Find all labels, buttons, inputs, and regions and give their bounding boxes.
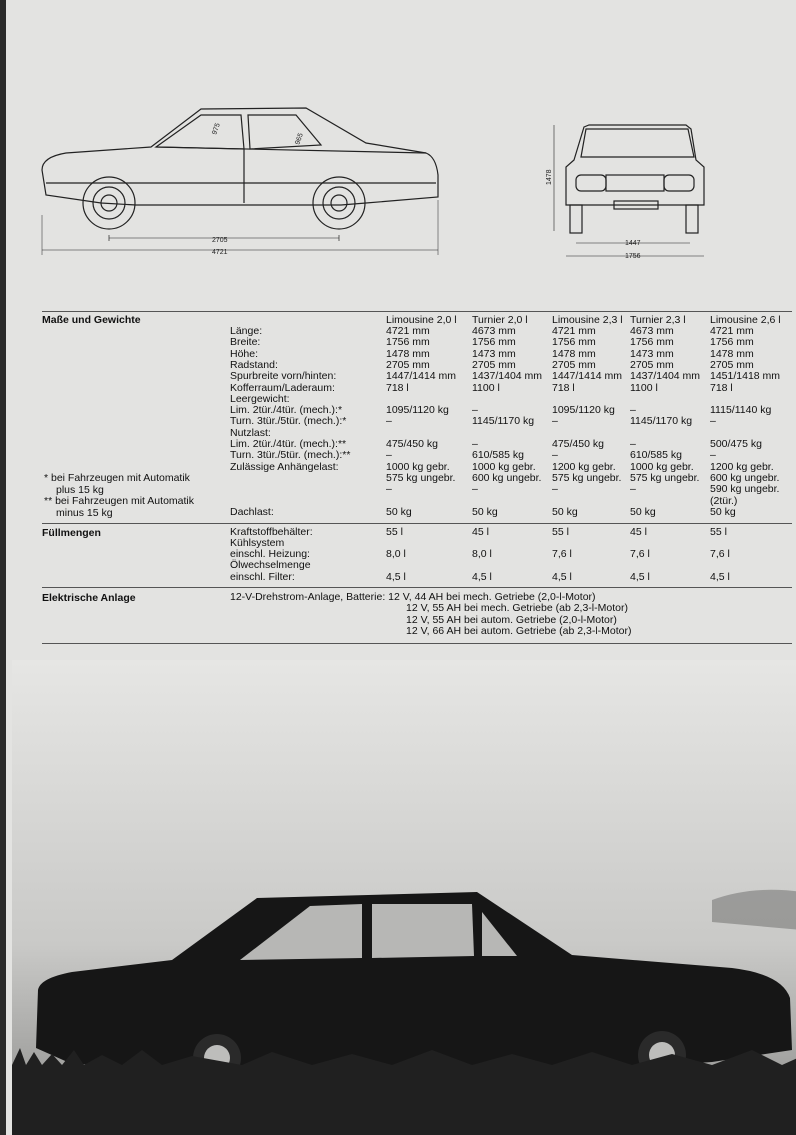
row-label: Dachlast: bbox=[230, 505, 274, 518]
dim-wheelbase: 2705 bbox=[212, 237, 228, 244]
dim-front-seat: 975 bbox=[211, 122, 222, 136]
table-cell: – bbox=[472, 438, 478, 450]
table-cell: 4673 mm bbox=[472, 325, 516, 337]
footnote: minus 15 kg bbox=[56, 507, 113, 519]
column-header: Limousine 2,0 l bbox=[386, 314, 457, 326]
table-cell: – bbox=[710, 449, 716, 462]
table-cell: 4,5 l bbox=[386, 571, 406, 583]
table-cell: 1756 mm bbox=[630, 336, 674, 349]
footnote: ** bei Fahrzeugen mit Automatik bbox=[44, 495, 194, 507]
table-cell: 590 kg ungebr. bbox=[710, 483, 780, 496]
row-label: Ölwechselmenge bbox=[230, 559, 311, 571]
table-cell: 4,5 l bbox=[710, 571, 730, 583]
table-cell: 45 l bbox=[472, 526, 489, 538]
table-cell: 8,0 l bbox=[386, 548, 406, 560]
table-cell: 718 l bbox=[386, 381, 409, 394]
row-label: Lim. 2tür./4tür. (mech.):* bbox=[230, 404, 343, 417]
table-cell: 2705 mm bbox=[472, 358, 516, 371]
row-label: einschl. Heizung: bbox=[230, 548, 310, 560]
table-cell: 1447/1414 mm bbox=[386, 370, 457, 383]
dim-length: 4721 bbox=[212, 249, 228, 256]
table-cell: 8,0 l bbox=[472, 548, 492, 560]
section-title-electrical: Elektrische Anlage bbox=[42, 592, 136, 604]
table-cell: 1115/1140 kg bbox=[710, 404, 772, 417]
row-label: Radstand: bbox=[230, 358, 278, 371]
electrical-line: 12-V-Drehstrom-Anlage, Batterie: 12 V, 44 AH bei mech. Getriebe (2,0-l-Motor) bbox=[230, 591, 596, 603]
row-label: Lim. 2tür./4tür. (mech.):** bbox=[230, 438, 347, 450]
electrical-line: 12 V, 55 AH bei mech. Getriebe (ab 2,3-l-Motor) bbox=[406, 602, 628, 615]
table-cell: 1447/1414 mm bbox=[552, 370, 623, 383]
dim-track: 1447 bbox=[625, 240, 641, 247]
table-cell: 1756 mm bbox=[472, 336, 516, 349]
row-label: Kofferraum/Laderaum: bbox=[230, 381, 335, 394]
row-label: Zulässige Anhängelast: bbox=[230, 460, 339, 473]
table-cell: 45 l bbox=[630, 526, 647, 538]
table-cell: 7,6 l bbox=[552, 548, 572, 560]
table-cell: 1756 mm bbox=[552, 336, 596, 349]
dim-width: 1756 bbox=[625, 253, 641, 260]
table-cell: 575 kg ungebr. bbox=[630, 471, 700, 484]
table-cell: 7,6 l bbox=[710, 548, 730, 560]
row-label: Höhe: bbox=[230, 347, 259, 360]
table-cell: 50 kg bbox=[710, 505, 736, 518]
electrical-line: 12 V, 55 AH bei autom. Getriebe (2,0-l-Motor) bbox=[406, 613, 617, 626]
table-cell: 1100 l bbox=[630, 381, 658, 394]
table-cell: 4673 mm bbox=[630, 325, 674, 337]
table-cell: 1200 kg gebr. bbox=[552, 460, 616, 473]
table-cell: 1200 kg gebr. bbox=[710, 460, 774, 473]
table-cell: 1756 mm bbox=[386, 336, 430, 349]
table-cell: 55 l bbox=[386, 526, 403, 538]
table-cell: 7,6 l bbox=[630, 548, 650, 560]
dim-rear-seat: 965 bbox=[294, 132, 305, 146]
table-cell: 575 kg ungebr. bbox=[386, 471, 456, 484]
table-cell: 600 kg ungebr. bbox=[710, 471, 780, 484]
technical-drawings bbox=[6, 95, 796, 275]
table-cell: 1437/1404 mm bbox=[472, 370, 543, 383]
table-cell: 4721 mm bbox=[552, 325, 596, 337]
table-cell: – bbox=[552, 483, 558, 496]
table-cell: – bbox=[386, 483, 392, 496]
table-cell: 475/450 kg bbox=[552, 438, 604, 450]
column-header: Limousine 2,3 l bbox=[552, 314, 623, 326]
column-header: Turnier 2,0 l bbox=[472, 314, 528, 326]
table-cell: 50 kg bbox=[552, 505, 578, 518]
table-cell: 1095/1120 kg bbox=[552, 404, 615, 417]
table-cell: 4721 mm bbox=[386, 325, 430, 337]
row-label: Länge: bbox=[230, 325, 263, 337]
row-label: Turn. 3tür./5tür. (mech.):* bbox=[230, 415, 347, 428]
table-cell: – bbox=[386, 449, 392, 462]
table-cell: 4,5 l bbox=[552, 571, 572, 583]
table-cell: 50 kg bbox=[386, 505, 412, 518]
table-cell: 610/585 kg bbox=[472, 449, 524, 462]
section-title-capacities: Füllmengen bbox=[42, 527, 101, 539]
table-cell: 2705 mm bbox=[386, 358, 430, 371]
section-title-dimensions: Maße und Gewichte bbox=[42, 314, 141, 326]
table-cell: 1437/1404 mm bbox=[630, 370, 701, 383]
table-cell: 1451/1418 mm bbox=[710, 370, 781, 383]
table-cell: 4721 mm bbox=[710, 325, 754, 337]
table-cell: 1478 mm bbox=[386, 347, 430, 360]
table-cell: 1000 kg gebr. bbox=[472, 460, 536, 473]
table-cell: 55 l bbox=[710, 526, 727, 538]
table-cell: – bbox=[552, 449, 558, 462]
table-cell: 1095/1120 kg bbox=[386, 404, 449, 417]
table-cell: 1756 mm bbox=[710, 336, 754, 349]
table-cell: 1000 kg gebr. bbox=[630, 460, 694, 473]
table-cell: 2705 mm bbox=[630, 358, 674, 371]
table-cell: – bbox=[386, 415, 392, 428]
dim-height: 1478 bbox=[546, 169, 553, 185]
footnote: * bei Fahrzeugen mit Automatik bbox=[44, 472, 190, 484]
table-cell: 2705 mm bbox=[552, 358, 596, 371]
row-label: Turn. 3tür./5tür. (mech.):** bbox=[230, 449, 351, 462]
table-cell: 1000 kg gebr. bbox=[386, 460, 450, 473]
rule-top bbox=[42, 311, 792, 312]
front-view-drawing bbox=[554, 125, 704, 256]
row-label: Kraftstoffbehälter: bbox=[230, 526, 313, 538]
table-cell: 1473 mm bbox=[472, 347, 516, 360]
column-header: Turnier 2,3 l bbox=[630, 314, 686, 326]
table-cell: (2tür.) bbox=[710, 494, 738, 507]
table-cell: 610/585 kg bbox=[630, 449, 682, 462]
table-cell: 4,5 l bbox=[472, 571, 492, 583]
table-cell: 1100 l bbox=[472, 381, 500, 394]
grass-foreground bbox=[12, 1065, 796, 1135]
column-header: Limousine 2,6 l bbox=[710, 314, 781, 326]
table-cell: 55 l bbox=[552, 526, 569, 538]
row-label: Spurbreite vorn/hinten: bbox=[230, 370, 337, 383]
row-label: Nutzlast: bbox=[230, 426, 271, 439]
table-cell: – bbox=[552, 415, 558, 428]
table-cell: 2705 mm bbox=[710, 358, 754, 371]
table-cell: 600 kg ungebr. bbox=[472, 471, 542, 484]
side-view-drawing bbox=[42, 108, 438, 255]
table-cell: 50 kg bbox=[630, 505, 656, 518]
table-cell: – bbox=[710, 415, 716, 428]
table-cell: 1145/1170 kg bbox=[630, 415, 693, 428]
footnote: plus 15 kg bbox=[56, 484, 104, 496]
table-cell: 500/475 kg bbox=[710, 438, 762, 450]
table-cell: – bbox=[630, 483, 636, 496]
table-cell: – bbox=[472, 404, 478, 417]
table-cell: – bbox=[630, 438, 636, 450]
table-cell: 4,5 l bbox=[630, 571, 650, 583]
table-cell: – bbox=[630, 404, 636, 417]
rule-2 bbox=[42, 523, 792, 524]
row-label: einschl. Filter: bbox=[230, 571, 295, 583]
row-label: Kühlsystem bbox=[230, 537, 285, 549]
table-cell: 1478 mm bbox=[710, 347, 754, 360]
table-cell: – bbox=[472, 483, 478, 496]
table-cell: 475/450 kg bbox=[386, 438, 438, 450]
rule-3 bbox=[42, 587, 792, 588]
row-label: Breite: bbox=[230, 336, 261, 349]
car-photo bbox=[12, 660, 796, 1135]
table-cell: 1473 mm bbox=[630, 347, 674, 360]
row-label: Leergewicht: bbox=[230, 392, 290, 405]
electrical-line: 12 V, 66 AH bei autom. Getriebe (ab 2,3-l-Motor) bbox=[406, 624, 632, 637]
table-cell: 718 l bbox=[710, 381, 733, 394]
table-cell: 575 kg ungebr. bbox=[552, 471, 622, 484]
table-cell: 1145/1170 kg bbox=[472, 415, 535, 428]
table-cell: 718 l bbox=[552, 381, 575, 394]
table-cell: 1478 mm bbox=[552, 347, 596, 360]
rule-bottom bbox=[42, 643, 792, 644]
table-cell: 50 kg bbox=[472, 505, 498, 518]
